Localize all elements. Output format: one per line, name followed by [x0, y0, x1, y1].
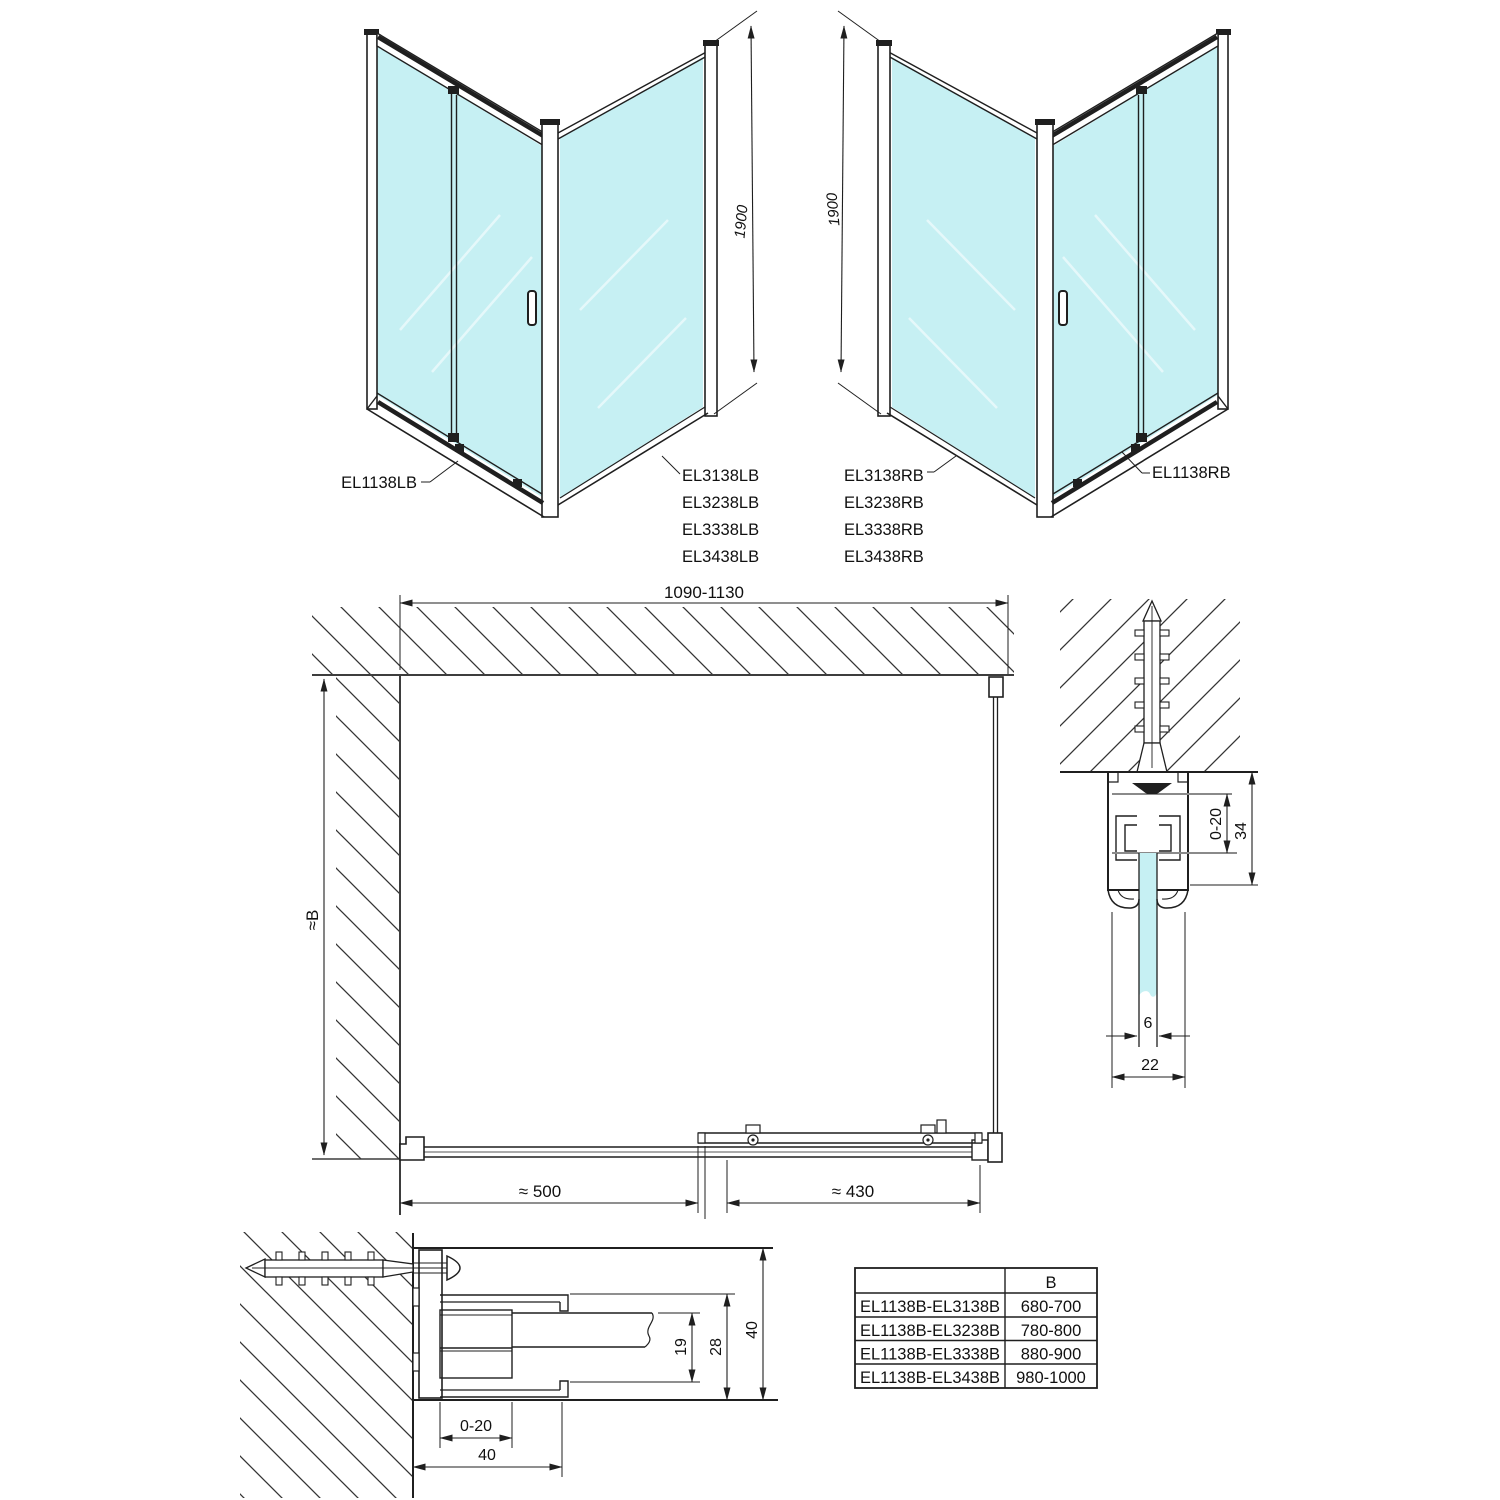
- stopper-tab: [937, 1120, 946, 1133]
- wall-profile-plan: [989, 677, 1003, 697]
- corner-post: [542, 123, 558, 517]
- profile-width-dim-text: 22: [1141, 1057, 1159, 1074]
- roller-carriage: [921, 1125, 935, 1133]
- wall-hatch-left: [336, 675, 400, 1159]
- corner-profile-plan: [988, 1133, 1002, 1162]
- door-channel-profile: [440, 1295, 568, 1397]
- wall-hatch-top: [312, 607, 1014, 675]
- table-range-cell: 680-700: [1020, 1298, 1082, 1316]
- channel-depth-dim-text: 28: [708, 1338, 725, 1356]
- table-models-cell: EL1138B-EL3238B: [859, 1322, 1001, 1340]
- plan-depth-dim-text: ≈B: [303, 909, 322, 931]
- door-model-label: EL1138LB: [341, 474, 417, 492]
- iso-right-height-dim-text: 1900: [823, 192, 844, 227]
- table-models-cell: EL1138B-EL3338B: [859, 1345, 1001, 1364]
- sliding-panel-plan: [698, 1120, 982, 1145]
- panel-model-label: EL3438LB: [682, 548, 760, 566]
- side-panel-post: [705, 44, 717, 416]
- panel-model-label: EL3338LB: [682, 521, 760, 539]
- panel-model-label: EL3138LB: [682, 467, 760, 485]
- profile-height-dim-text: 40: [744, 1321, 761, 1339]
- door-left-post: [367, 33, 377, 409]
- table-range-cell: 780-800: [1020, 1322, 1082, 1340]
- panel-model-label: EL3438RB: [844, 548, 924, 566]
- glass-thickness-dim-text: 6: [1143, 1015, 1153, 1032]
- plan-view: [303, 583, 1014, 1219]
- table-models-cell: EL1138B-EL3438B: [859, 1369, 1001, 1387]
- panel-model-label: EL3238LB: [682, 494, 760, 512]
- panel-model-label: EL3238RB: [844, 494, 924, 512]
- table-range-cell: 880-900: [1020, 1345, 1082, 1364]
- panel-model-label: EL3138RB: [844, 467, 924, 485]
- door-handle: [1059, 291, 1067, 325]
- plan-door-dim-text: ≈ 430: [831, 1182, 875, 1201]
- iso-left-height-dim-text: 1900: [731, 204, 752, 239]
- adjustment-dim-text: 0-20: [459, 1418, 493, 1435]
- profile-depth-dim-text: 34: [1233, 822, 1250, 840]
- iso-right-height-dimension: [824, 11, 881, 414]
- wall-profile-detail: [1060, 599, 1258, 1088]
- plan-depth-dimension: [303, 679, 324, 1155]
- iso-view-right: [824, 11, 1231, 566]
- plan-fixed-dim-text: ≈ 500: [518, 1182, 562, 1201]
- glass-edge-lines: [512, 1313, 653, 1347]
- door-handle: [528, 291, 536, 325]
- glass-section: [1139, 853, 1157, 997]
- screw-head: [447, 1256, 460, 1280]
- table-header-b: B: [1045, 1274, 1057, 1292]
- table-models-cell: EL1138B-EL3138B: [859, 1298, 1001, 1316]
- bottom-width-dim-text: 40: [478, 1447, 496, 1464]
- size-table: [855, 1268, 1097, 1388]
- floor-profile-dimensions: [413, 1248, 763, 1477]
- side-glass-panel: [560, 57, 703, 498]
- side-glass-panel: [892, 57, 1035, 498]
- corner-post: [1037, 123, 1053, 517]
- roller-carriage: [746, 1125, 760, 1133]
- glass-insert-dim-text: 19: [673, 1338, 690, 1356]
- table-range-cell: 980-1000: [1016, 1369, 1086, 1387]
- door-model-label: EL1138RB: [1152, 464, 1231, 482]
- floor-profile-detail: [240, 1232, 778, 1498]
- iso-view-left: [341, 11, 759, 566]
- iso-left-height-dimension: [714, 11, 757, 414]
- wall-profile-bar: [419, 1250, 442, 1398]
- side-panel-post: [878, 44, 890, 416]
- door-right-post: [1218, 33, 1228, 409]
- adjustment-dim-text: 0-20: [1208, 807, 1225, 841]
- plan-width-dim-text: 1090-1130: [663, 583, 745, 602]
- panel-model-label: EL3338RB: [844, 521, 924, 539]
- wall-bracket-plan: [400, 1137, 424, 1160]
